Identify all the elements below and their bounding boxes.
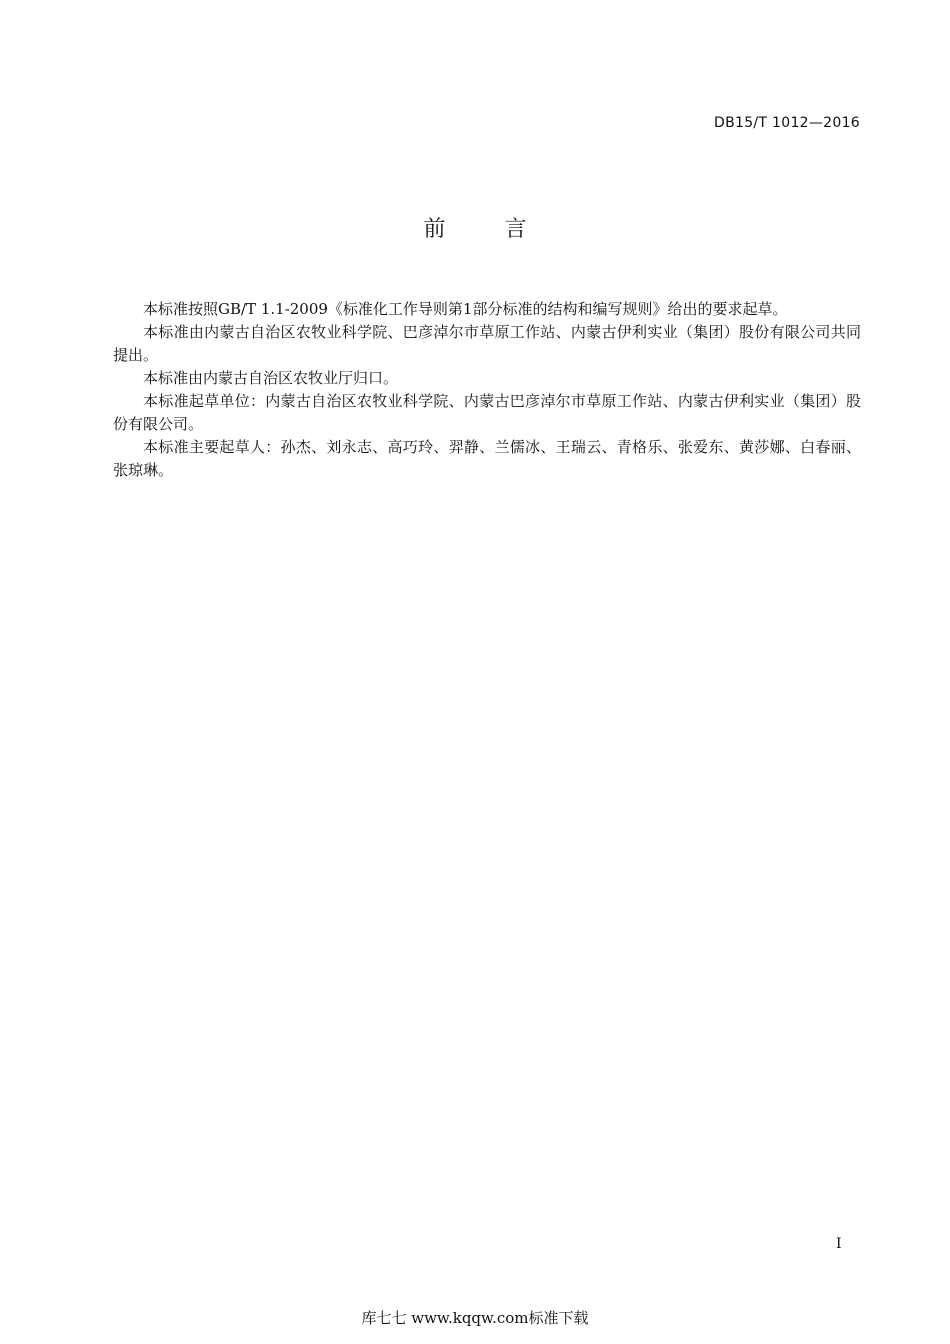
foreword-body	[113, 298, 861, 482]
paragraph-drafters: 本标准主要起草人：孙杰、刘永志、高巧玲、羿静、兰儒冰、王瑞云、青格乐、张爱东、黄莎娜、白春丽、张琼琳。	[113, 438, 861, 479]
paragraph-proposers: 本标准由内蒙古自治区农牧业科学院、巴彦淖尔市草原工作站、内蒙古伊利实业（集团）股份有限公司共同提出。	[113, 323, 861, 364]
page-title: 前 言	[423, 217, 553, 242]
footer-watermark: 库七七 www.kqqw.com标准下载	[361, 1309, 589, 1327]
document-code: DB15/T 1012—2016	[714, 115, 860, 131]
paragraph-administration: 本标准由内蒙古自治区农牧业厅归口。	[143, 369, 399, 387]
paragraph-drafting-units: 本标准起草单位：内蒙古自治区农牧业科学院、内蒙古巴彦淖尔市草原工作站、内蒙古伊利实业（集团）股份有限公司。	[113, 392, 861, 433]
page-number: I	[836, 1236, 842, 1252]
paragraph-drafting-basis: 本标准按照GB/T 1.1-2009《标准化工作导则第1部分标准的结构和编写规则》给出的要求起草。	[143, 300, 788, 318]
